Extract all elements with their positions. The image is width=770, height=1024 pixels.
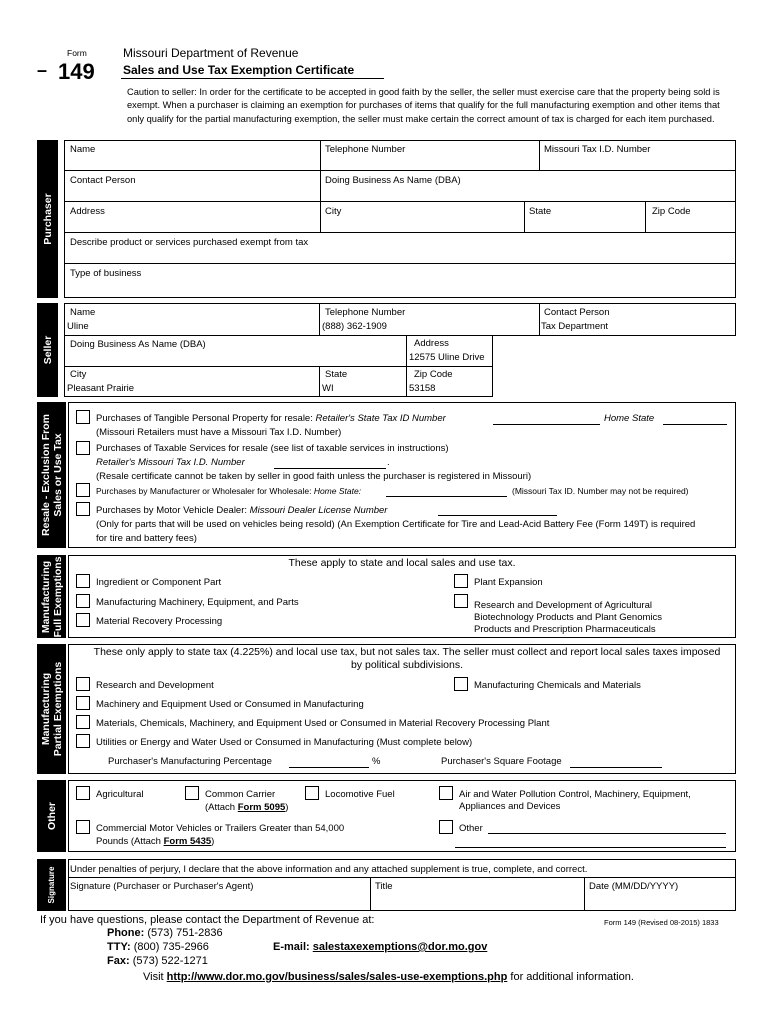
signature-perjury-text: Under penalties of perjury, I declare that the above information and any attached supplement is true, complete, and correct. — [70, 864, 588, 875]
resale-services-tax-id-line[interactable] — [274, 468, 386, 469]
mfg-full-recovery-checkbox[interactable] — [76, 613, 90, 627]
footer-phone: Phone: (573) 751-2836 — [107, 927, 223, 939]
other-other-checkbox[interactable] — [439, 820, 453, 834]
resale-services-checkbox[interactable] — [76, 441, 90, 455]
resale-home-state-label: Home State — [604, 413, 655, 424]
signature-col-divider — [584, 877, 585, 911]
other-section-tab — [37, 780, 66, 852]
purchaser-row-divider — [64, 232, 736, 233]
purchaser-row-divider — [64, 201, 736, 202]
resale-tax-id-line[interactable] — [493, 424, 600, 425]
seller-name-value[interactable]: Uline — [67, 321, 89, 332]
mfg-partial-machinery-checkbox[interactable] — [76, 696, 90, 710]
seller-address-value[interactable]: 12575 Uline Drive — [409, 352, 485, 363]
purchaser-address-field[interactable]: Address — [70, 206, 105, 217]
resale-tangible-text: Purchases of Tangible Personal Property for resale: Retailer's State Tax ID Number — [96, 413, 446, 424]
purchaser-business-type-field[interactable]: Type of business — [70, 268, 142, 279]
other-locomotive-label: Locomotive Fuel — [325, 789, 395, 800]
purchaser-city-field[interactable]: City — [325, 206, 342, 217]
resale-home-state-line[interactable] — [663, 424, 727, 425]
other-agricultural-label: Agricultural — [96, 789, 144, 800]
other-air-water-checkbox[interactable] — [439, 786, 453, 800]
footer-questions: If you have questions, please contact the Department of Revenue at: — [40, 914, 375, 926]
seller-row-divider — [64, 366, 493, 367]
seller-telephone-value[interactable]: (888) 362-1909 — [322, 321, 387, 332]
resale-motor-vehicle-note: (Only for parts that will be used on vehicles being resold) (An Exemption Certificate for Tire and Lead-Acid Battery Fee (Form 149T) is required for tire and battery fees) — [96, 519, 696, 544]
form-number: 149 — [58, 59, 95, 84]
resale-motor-vehicle-text: Purchases by Motor Vehicle Dealer: Missouri Dealer License Number — [96, 505, 388, 516]
other-section-label: Other — [45, 801, 58, 831]
mfg-partial-utilities-checkbox[interactable] — [76, 734, 90, 748]
resale-wholesale-note: (Missouri Tax ID. Number may not be required) — [512, 486, 689, 496]
mfg-square-footage-line[interactable] — [570, 767, 662, 768]
email-link[interactable]: salestaxexemptions@dor.mo.gov — [312, 941, 488, 953]
resale-services-tax-id-label: Retailer's Missouri Tax I.D. Number — [96, 457, 245, 468]
resale-tangible-checkbox[interactable] — [76, 410, 90, 424]
mfg-partial-heading: These only apply to state tax (4.225%) and local use tax, but not sales tax. The seller must collect and report local sales taxes imposed by political subdivisions. — [93, 646, 721, 671]
caution-text: Caution to seller: In order for the certificate to be accepted in good faith by the seller, the seller must exercise care that the property being sold is exempt. When a purchaser is claiming an exemption for purchases of items that qualify for the full manufacturing exemption and other items that only qualify for the partial manufacturing exemption, the seller must make certain the correct amount of tax is charged for each item purchased. — [127, 87, 720, 124]
seller-address-label: Address — [414, 338, 449, 349]
resale-wholesale-checkbox[interactable] — [76, 483, 90, 497]
purchaser-row-divider — [64, 263, 736, 264]
seller-col-divider — [319, 366, 320, 397]
mfg-partial-chemicals-label: Manufacturing Chemicals and Materials — [474, 680, 641, 691]
mfg-partial-recovery-label: Materials, Chemicals, Machinery, and Equipment Used or Consumed in Material Recovery Processing Plant — [96, 718, 550, 729]
form-title: Sales and Use Tax Exemption Certificate — [123, 63, 355, 77]
other-commercial-checkbox[interactable] — [76, 820, 90, 834]
purchaser-telephone-field[interactable]: Telephone Number — [325, 144, 406, 155]
seller-section-label: Seller — [41, 335, 54, 365]
seller-state-value[interactable]: WI — [322, 383, 334, 394]
mfg-partial-utilities-label: Utilities or Energy and Water Used or Consumed in Manufacturing (Must complete below) — [96, 737, 473, 748]
other-other-line-1[interactable] — [488, 833, 726, 834]
mfg-partial-research-checkbox[interactable] — [76, 677, 90, 691]
mfg-percent-sign: % — [372, 756, 381, 767]
mfg-partial-recovery-checkbox[interactable] — [76, 715, 90, 729]
resale-section-tab — [37, 402, 66, 548]
seller-col-divider — [539, 303, 540, 336]
mfg-full-machinery-label: Manufacturing Machinery, Equipment, and Parts — [96, 597, 299, 608]
form-dash: – — [37, 60, 48, 80]
other-air-water-label: Air and Water Pollution Control, Machinery, Equipment, Appliances and Devices — [459, 789, 691, 812]
other-agricultural-checkbox[interactable] — [76, 786, 90, 800]
signature-section-label: Signature — [46, 866, 56, 904]
purchaser-col-divider — [320, 140, 321, 232]
seller-zip-value[interactable]: 53158 — [409, 383, 436, 394]
purchaser-col-divider — [539, 140, 540, 170]
seller-state-label: State — [325, 369, 348, 380]
mfg-partial-section-tab — [37, 644, 66, 774]
seller-dba-field[interactable]: Doing Business As Name (DBA) — [70, 339, 206, 350]
other-commercial-attach: Pounds (Attach Form 5435) — [96, 836, 215, 847]
other-other-line-2[interactable] — [455, 847, 726, 848]
form-5095-link[interactable]: Form 5095 — [237, 802, 286, 813]
purchaser-section-label: Purchaser — [41, 193, 54, 245]
mfg-partial-research-label: Research and Development — [96, 680, 214, 691]
other-common-carrier-attach: (Attach Form 5095) — [205, 802, 289, 813]
mfg-percentage-label: Purchaser's Manufacturing Percentage — [108, 756, 272, 767]
purchaser-row-divider — [64, 170, 736, 171]
resale-motor-vehicle-checkbox[interactable] — [76, 502, 90, 516]
footer-fax: Fax: (573) 522-1271 — [107, 955, 208, 967]
signature-section-tab — [37, 859, 66, 911]
purchaser-dba-field[interactable]: Doing Business As Name (DBA) — [325, 175, 461, 186]
seller-city-value[interactable]: Pleasant Prairie — [67, 383, 135, 394]
mfg-partial-section-label: Manufacturing Partial Exemptions — [39, 661, 64, 757]
seller-name-label: Name — [70, 307, 96, 318]
seller-city-label: City — [70, 369, 87, 380]
resale-dealer-license-line[interactable] — [438, 515, 557, 516]
mfg-full-ingredient-label: Ingredient or Component Part — [96, 577, 222, 588]
footer-email: E-mail: salestaxexemptions@dor.mo.gov — [273, 941, 488, 953]
mfg-full-heading: These apply to state and local sales and use tax. — [288, 557, 516, 569]
seller-contact-label: Contact Person — [544, 307, 610, 318]
mfg-full-plant-expansion-label: Plant Expansion — [474, 577, 543, 588]
resale-tangible-note: (Missouri Retailers must have a Missouri Tax I.D. Number) — [96, 427, 342, 438]
other-commercial-label: Commercial Motor Vehicles or Trailers Greater than 54,000 — [96, 823, 345, 834]
resale-wholesale-home-state-line[interactable] — [386, 496, 507, 497]
seller-zip-label: Zip Code — [414, 369, 453, 380]
mfg-square-footage-label: Purchaser's Square Footage — [441, 756, 562, 767]
other-other-label: Other — [459, 823, 483, 834]
purchaser-describe-field[interactable]: Describe product or services purchased exempt from tax — [70, 237, 309, 248]
signature-row-divider — [68, 877, 736, 878]
mfg-full-section-tab — [37, 555, 66, 638]
other-locomotive-checkbox[interactable] — [305, 786, 319, 800]
seller-col-divider — [319, 303, 320, 336]
other-common-carrier-label: Common Carrier — [205, 789, 276, 800]
seller-contact-value[interactable]: Tax Department — [541, 321, 609, 332]
purchaser-tax-id-field[interactable]: Missouri Tax I.D. Number — [544, 144, 651, 155]
mfg-percentage-line[interactable] — [289, 767, 369, 768]
mfg-full-research-label: Research and Development of Agricultural Biotechnology Products and Plant Genomics Products and Prescription Pharmaceuticals — [474, 600, 662, 635]
purchaser-box — [64, 140, 736, 298]
resale-services-period: . — [387, 457, 390, 468]
purchaser-section-tab — [37, 140, 58, 298]
seller-telephone-label: Telephone Number — [325, 307, 406, 318]
purchaser-contact-field[interactable]: Contact Person — [70, 175, 136, 186]
seller-section-tab — [37, 303, 58, 397]
title-underline — [121, 78, 384, 79]
mfg-full-section-label: Manufacturing Full Exemptions — [39, 555, 64, 638]
signature-col-divider — [370, 877, 371, 911]
footer-visit: Visit http://www.dor.mo.gov/business/sales/sales-use-exemptions.php for additional information. — [143, 971, 634, 983]
form-label: Form — [67, 48, 87, 58]
resale-wholesale-text: Purchases by Manufacturer or Wholesaler for Wholesale: Home State: — [96, 486, 362, 496]
purchaser-col-divider — [645, 201, 646, 232]
footer-tty: TTY: (800) 735-2966 — [107, 941, 209, 953]
purchaser-name-field[interactable]: Name — [70, 144, 96, 155]
department-name: Missouri Department of Revenue — [123, 46, 299, 60]
purchaser-state-field[interactable]: State — [529, 206, 552, 217]
resale-services-text: Purchases of Taxable Services for resale (see list of taxable services in instructions) — [96, 443, 449, 454]
mfg-full-ingredient-checkbox[interactable] — [76, 574, 90, 588]
mfg-full-plant-expansion-checkbox[interactable] — [454, 574, 468, 588]
purchaser-col-divider — [524, 201, 525, 232]
mfg-partial-chemicals-checkbox[interactable] — [454, 677, 468, 691]
mfg-full-machinery-checkbox[interactable] — [76, 594, 90, 608]
signature-title-field[interactable]: Title — [375, 881, 393, 892]
mfg-full-recovery-label: Material Recovery Processing — [96, 616, 223, 627]
mfg-full-research-checkbox[interactable] — [454, 594, 468, 608]
form-5435-link[interactable]: Form 5435 — [163, 836, 212, 847]
purchaser-zip-field[interactable]: Zip Code — [652, 206, 691, 217]
mfg-partial-machinery-label: Machinery and Equipment Used or Consumed in Manufacturing — [96, 699, 364, 710]
resale-section-label: Resale - Exclusion From Sales or Use Tax — [39, 414, 64, 536]
signature-field[interactable]: Signature (Purchaser or Purchaser's Agent) — [70, 881, 254, 892]
resale-services-note: (Resale certificate cannot be taken by seller in good faith unless the purchaser is registered in Missouri) — [96, 471, 532, 482]
other-common-carrier-checkbox[interactable] — [185, 786, 199, 800]
website-link[interactable]: http://www.dor.mo.gov/business/sales/sales-use-exemptions.php — [166, 971, 508, 983]
footer-revision: Form 149 (Revised 08-2015) 1833 — [604, 918, 719, 927]
signature-date-field[interactable]: Date (MM/DD/YYYY) — [589, 881, 679, 892]
